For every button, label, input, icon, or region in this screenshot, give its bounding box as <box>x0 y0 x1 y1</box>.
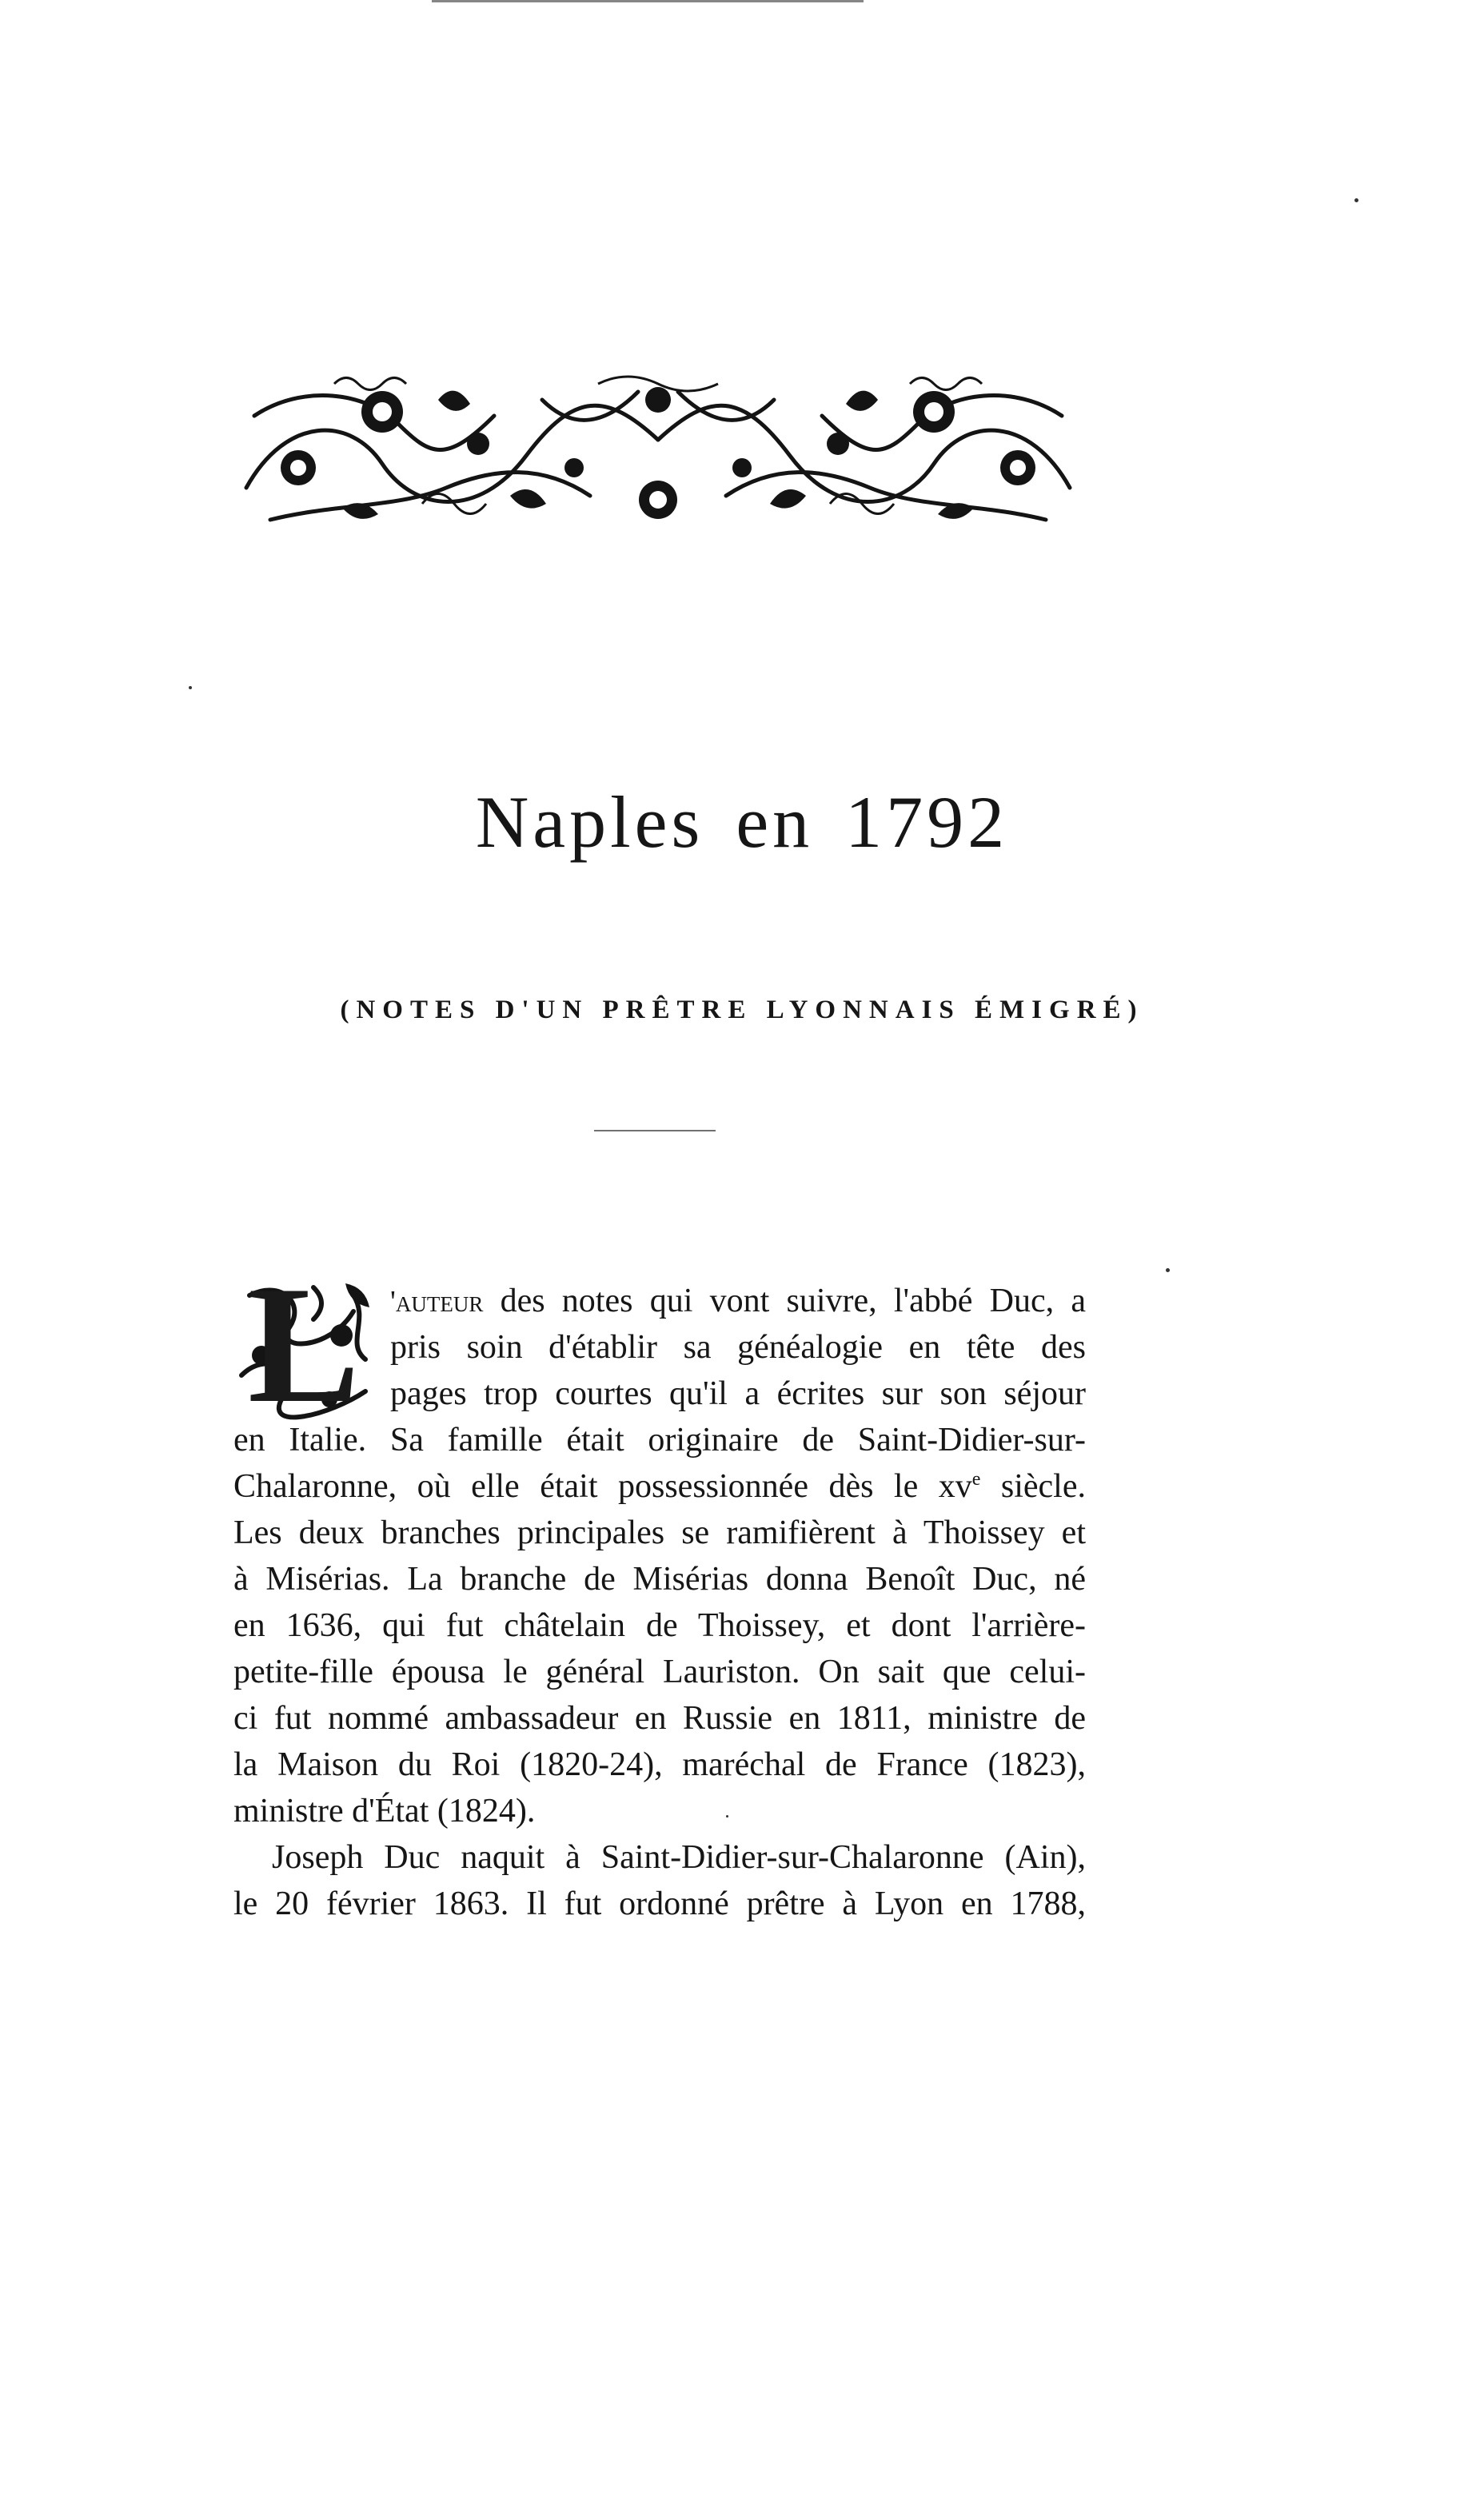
paragraph1-line1-rest: des notes qui vont suivre, l'abbé Duc, a <box>483 1283 1086 1319</box>
paragraph1-line9: petite-fille épousa le général Lauriston. On sait que celui- <box>233 1654 1086 1690</box>
paragraph1-line5 <box>233 1463 1086 1510</box>
century-superscript: e <box>971 1469 981 1490</box>
scan-speck <box>1166 1268 1170 1272</box>
decorative-headpiece-ornament <box>238 368 1078 529</box>
paragraph1-line5-b: siècle. <box>980 1468 1086 1505</box>
paragraph1-line2: pris soin d'établir sa généalogie en tête des <box>390 1329 1086 1366</box>
article-subtitle: (NOTES D'UN PRÊTRE LYONNAIS ÉMIGRÉ) <box>340 996 1144 1024</box>
article-title <box>0 774 1484 870</box>
dropcap-letter: L <box>247 1252 361 1438</box>
paragraph1-line11: la Maison du Roi (1820-24), maréchal de France (1823), <box>233 1746 1086 1783</box>
title-year: 1792 <box>845 781 1009 863</box>
paragraph1-line5-a: Chalaronne, où elle était possessionnée dès le xv <box>233 1468 972 1505</box>
scan-speck <box>726 1815 728 1818</box>
auteur-smallcaps: 'auteur <box>390 1285 484 1319</box>
paragraph1-line10: ci fut nommé ambassadeur en Russie en 1811, ministre de <box>233 1700 1086 1737</box>
paragraph2-line2: le 20 février 1863. Il fut ordonné prêtre à Lyon en 1788, <box>233 1885 1086 1922</box>
top-edge-rule <box>432 0 864 2</box>
paragraph1-line4: en Italie. Sa famille était originaire de Saint-Didier-sur- <box>233 1422 1086 1458</box>
paragraph1-line3: pages trop courtes qu'il a écrites sur son séjour <box>390 1375 1086 1412</box>
paragraph1-line6: Les deux branches principales se ramifièrent à Thoissey et <box>233 1514 1086 1551</box>
scan-speck <box>189 686 192 689</box>
paragraph1-line12: ministre d'État (1824). <box>233 1793 536 1830</box>
title-word-en: en <box>736 781 814 863</box>
paragraph2-line1: Joseph Duc naquit à Saint-Didier-sur-Chalaronne (Ain), <box>272 1839 1086 1876</box>
title-word-naples: Naples <box>475 781 704 863</box>
scan-speck <box>1354 198 1358 202</box>
section-divider-rule <box>594 1130 716 1131</box>
paragraph1-line7: à Misérias. La branche de Misérias donna Benoît Duc, né <box>233 1561 1086 1598</box>
paragraph1-line8: en 1636, qui fut châtelain de Thoissey, et dont l'arrière- <box>233 1607 1086 1644</box>
paragraph1-line1 <box>390 1278 1086 1324</box>
